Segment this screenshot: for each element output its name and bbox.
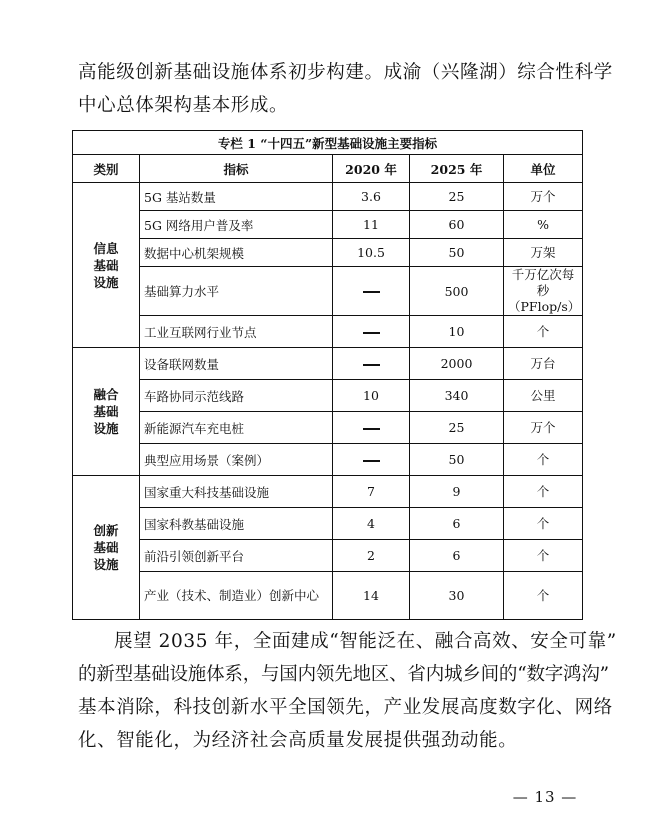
table-body: [73, 183, 583, 620]
category-line: 基础: [93, 257, 119, 273]
outro-paragraph: [78, 625, 617, 757]
indicator-cell: 国家重大科技基础设施: [140, 476, 333, 508]
value-2020-cell: 10.5: [333, 239, 410, 267]
table-row: [73, 267, 583, 316]
value-2025-cell: 340: [410, 380, 504, 412]
unit-cell: [504, 444, 583, 476]
category-line: 设施: [93, 557, 119, 572]
category-line: 信息: [93, 240, 119, 256]
value-2025-cell: 2000: [410, 348, 504, 380]
unit-cell: [504, 412, 583, 444]
value-2020-cell: 11: [333, 211, 410, 239]
category-cell: [73, 183, 140, 348]
value-2020-cell: 14: [333, 572, 410, 620]
table-title: 专栏 1 “十四五”新型基础设施主要指标: [73, 131, 583, 155]
table-row: [73, 183, 583, 211]
unit-cell: [504, 316, 583, 348]
outro-line-4: 化、智能化，为经济社会高质量发展提供强劲动能。: [78, 730, 518, 751]
value-2020-cell: 10: [333, 380, 410, 412]
value-2025-cell: 50: [410, 444, 504, 476]
category-line: 设施: [93, 274, 119, 290]
table-row: [73, 444, 583, 476]
value-2025-cell: 10: [410, 316, 504, 348]
indicator-cell: 产业（技术、制造业）创新中心: [140, 572, 333, 620]
value-2020-cell: [333, 267, 410, 316]
value-2020-cell: 2: [333, 540, 410, 572]
header-category: 类别: [73, 155, 140, 183]
dash-mark: [363, 428, 380, 430]
category-line: 基础: [93, 404, 119, 419]
header-2025: 2025 年: [410, 155, 504, 183]
category-cell: [73, 476, 140, 620]
intro-line-1: 高能级创新基础设施体系初步构建。成渝（兴隆湖）综合性科学: [78, 62, 613, 83]
outro-line-2: 的新型基础设施体系，与国内领先地区、省内城乡间的“数字鸿沟”: [78, 664, 609, 685]
header-unit: 单位: [504, 155, 583, 183]
table-row: [73, 239, 583, 267]
unit-cell: [504, 348, 583, 380]
unit-line: 万个: [530, 188, 556, 204]
value-2025-cell: 50: [410, 239, 504, 267]
indicator-cell: 典型应用场景（案例）: [140, 444, 333, 476]
dash-mark: [363, 460, 380, 462]
value-2020-cell: [333, 348, 410, 380]
unit-line: 万个: [530, 419, 556, 435]
category-line: 基础: [93, 540, 119, 555]
table-row: [73, 540, 583, 572]
indicator-cell: 国家科教基础设施: [140, 508, 333, 540]
unit-line: 万架: [530, 244, 556, 260]
table-row: [73, 508, 583, 540]
unit-cell: [504, 540, 583, 572]
indicator-cell: 工业互联网行业节点: [140, 316, 333, 348]
page-number: — 13 —: [512, 788, 578, 806]
indicator-cell: 新能源汽车充电桩: [140, 412, 333, 444]
value-2025-cell: 30: [410, 572, 504, 620]
unit-cell: [504, 211, 583, 239]
indicator-cell: 基础算力水平: [140, 267, 333, 316]
dash-mark: [363, 364, 380, 366]
header-indicator: 指标: [140, 155, 333, 183]
value-2025-cell: 25: [410, 183, 504, 211]
intro-paragraph: [78, 56, 613, 122]
unit-cell: [504, 183, 583, 211]
unit-line: 个: [536, 587, 550, 603]
dash-mark: [363, 332, 380, 334]
indicator-cell: 前沿引领创新平台: [140, 540, 333, 572]
table-row: [73, 476, 583, 508]
value-2025-cell: 60: [410, 211, 504, 239]
category-cell: [73, 348, 140, 476]
category-line: 融合: [93, 387, 119, 402]
unit-line: （PFlop/s）: [508, 299, 581, 314]
unit-line: 公里: [530, 387, 556, 403]
value-2020-cell: 4: [333, 508, 410, 540]
indicator-cell: 车路协同示范线路: [140, 380, 333, 412]
indicator-cell: 5G 基站数量: [140, 183, 333, 211]
value-2025-cell: 25: [410, 412, 504, 444]
category-line: 设施: [93, 421, 119, 436]
outro-line-1: 展望 2035 年，全面建成“智能泛在、融合高效、安全可靠”: [114, 631, 617, 652]
value-2025-cell: 6: [410, 508, 504, 540]
unit-cell: [504, 476, 583, 508]
value-2025-cell: 9: [410, 476, 504, 508]
value-2020-cell: [333, 412, 410, 444]
value-2025-cell: 6: [410, 540, 504, 572]
unit-line: %: [537, 216, 549, 232]
indicator-cell: 5G 网络用户普及率: [140, 211, 333, 239]
unit-cell: [504, 380, 583, 412]
category-line: 创新: [93, 523, 119, 538]
value-2020-cell: [333, 316, 410, 348]
unit-cell: [504, 239, 583, 267]
unit-line: 个: [536, 323, 550, 339]
dash-mark: [363, 291, 380, 293]
unit-cell: [504, 267, 583, 316]
indicator-table: [72, 130, 583, 620]
value-2020-cell: 7: [333, 476, 410, 508]
table-row: [73, 380, 583, 412]
indicator-cell: 数据中心机架规模: [140, 239, 333, 267]
unit-line: 千万亿次每秒: [511, 267, 575, 298]
value-2020-cell: 3.6: [333, 183, 410, 211]
unit-cell: [504, 508, 583, 540]
table-row: [73, 412, 583, 444]
indicator-cell: 设备联网数量: [140, 348, 333, 380]
header-2020: 2020 年: [333, 155, 410, 183]
unit-line: 个: [536, 483, 550, 499]
table-row: [73, 572, 583, 620]
value-2025-cell: 500: [410, 267, 504, 316]
outro-line-3: 基本消除，科技创新水平全国领先，产业发展高度数字化、网络: [78, 697, 613, 718]
table-row: [73, 211, 583, 239]
value-2020-cell: [333, 444, 410, 476]
unit-line: 万台: [530, 355, 556, 371]
table-row: [73, 316, 583, 348]
intro-line-2: 中心总体架构基本形成。: [78, 95, 289, 116]
unit-line: 个: [536, 547, 550, 563]
table-row: [73, 348, 583, 380]
unit-line: 个: [536, 515, 550, 531]
unit-cell: [504, 572, 583, 620]
unit-line: 个: [536, 451, 550, 467]
